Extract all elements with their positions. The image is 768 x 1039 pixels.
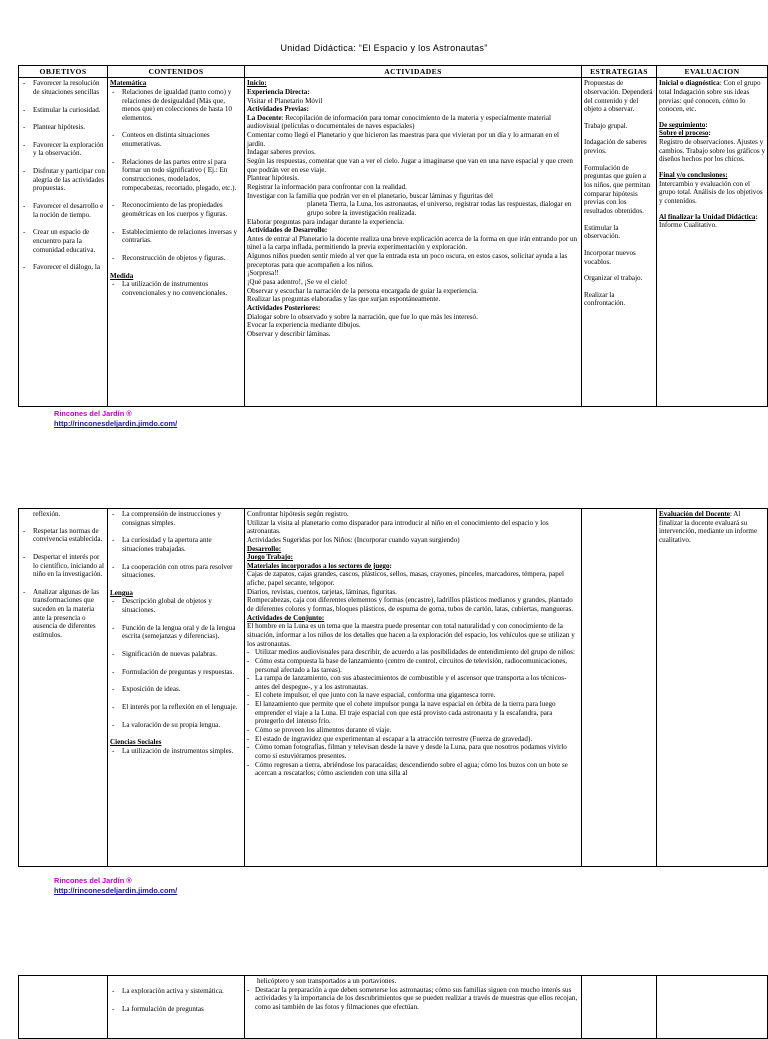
activity-text: Materiales incorporados a los sectores de juego:	[247, 561, 392, 570]
estrategias-cell	[582, 976, 657, 1039]
header-estrategias: ESTRATEGIAS	[582, 66, 657, 78]
contenido-item: - La curiosidad y la apertura ante situaciones trabajadas.	[110, 536, 242, 553]
activity-text: Según las respuestas, comentar que van a ver el cielo. Jugar a imaginarse que van en una nave espacial y que creen que podrán ver en ese viaje.	[247, 157, 573, 174]
contenido-item: - La utilización de instrumentos convencionales y no convencionales.	[110, 280, 242, 297]
activity-list-item: - El estado de ingravidez que experimentan al escapar a la atracción terrestre (Fuerza de gravedad).	[247, 735, 579, 744]
objetivo-item: - Favorecer el desarrollo e la noción de tiempo.	[21, 202, 105, 219]
header-actividades: ACTIVIDADES	[245, 66, 582, 78]
contenido-item: - El interés por la reflexión en el lenguaje.	[110, 703, 242, 712]
plan-table-page-3	[18, 975, 768, 1039]
estrategia-item: Propuestas de observación. Dependerá del contenido y del objeto a observar.	[584, 79, 653, 114]
activity-text: Confrontar hipótesis según registro.	[247, 510, 349, 518]
contenidos-section-title: Lengua	[110, 588, 133, 597]
activity-list-item: - Destacar la preparación a que deben someterse los astronautas; cómo sus familias siguen con mucho interés sus actividades y la importancia de los descubrimientos que se pueden realizar a través de muestras que ellos recojan, como así también de las fotos y filmaciones que efectúan.	[247, 986, 579, 1012]
activity-heading: Inicio:	[247, 79, 267, 88]
evaluacion-item	[659, 510, 765, 545]
activity-heading: Juego Trabajo:	[247, 553, 294, 562]
activity-list-item: - Cómo regresan a tierra, abriéndose los paracaídas; descendiendo sobre el agua; cómo los buzos con un bote se acercan a rescatarlos; cómo ascienden con una silla al	[247, 761, 579, 778]
contenido-item: - La exploración activa y sistemática.	[110, 987, 242, 996]
objetivo-item: - Favorecer la exploración y la observación.	[21, 141, 105, 158]
objetivo-item: - Favorecer la resolución de situaciones sencillas	[21, 79, 105, 96]
contenidos-section-title: Matemática	[110, 79, 147, 88]
activity-text: Algunos niños pueden sentir miedo al ver que la entrada esta un poco oscura, en estos casos, solicitar ayuda a las preceptoras para que acompañen a los niños.	[247, 252, 568, 269]
activity-list-item: - Cómo se proveen los alimentos durante el viaje.	[247, 726, 579, 735]
contenidos-cell	[108, 509, 245, 867]
contenido-item: - Reconocimiento de las propiedades geométricas en los cuerpos y figuras.	[110, 201, 242, 218]
activity-text: Investigar con la familia que podrán ver en el planetario, buscar láminas y figuritas del	[247, 191, 494, 200]
activity-text-part: : Recopilación de información para tomar conocimiento de la materia y especialmente material audiovisual (películas o documentales de naves espaciales)	[247, 113, 551, 131]
evaluacion-item: Al finalizar la Unidad Didáctica: Informe Cualitativo.	[659, 212, 758, 230]
evaluacion-text: Registro de observaciones. Ajustes y cambios. Trabajo sobre los gráficos y diseños hechos por los chicos.	[659, 138, 765, 164]
activity-list-item: - Utilizar medios audiovisuales para describir, de acuerdo a las posibilidades de entendimiento del grupo de niños:	[247, 648, 579, 657]
contenido-item: - Relaciones de las partes entre sí para formar un todo significativo ( Ej.: En construcciones, modelados, rompecabezas, recortado, plegado, etc.).	[110, 158, 242, 193]
estrategia-item: Realizar la confrontación.	[584, 290, 626, 308]
activity-heading: Experiencia Directa:	[247, 87, 310, 96]
footer-site-name: Rincones del Jardín ®	[54, 409, 132, 418]
activity-text: Cajas de zapatos, cajas grandes, cascos, plásticos, sellos, masas, crayones, pinceles, marcadores, témpera, papel afiche, papel secante, telgopor.	[247, 570, 564, 588]
plan-table-page-1	[18, 65, 768, 407]
activity-text: Elaborar preguntas para indagar durante la experiencia.	[247, 217, 404, 226]
actividades-cell	[245, 976, 582, 1039]
actividades-cell	[245, 509, 582, 867]
objetivo-item: - Despertar el interés por lo científico, iniciando al niño en la investigación.	[21, 553, 105, 579]
contenidos-cell	[108, 976, 245, 1039]
activity-heading: Actividades de Desarrollo:	[247, 226, 328, 235]
footer-link[interactable]: http://rinconesdeljardin.jimdo.com/	[54, 886, 178, 896]
activity-text: Diarios, revistas, cuentos, tarjetas, láminas, figuritas.	[247, 587, 397, 596]
header-contenidos: CONTENIDOS	[108, 66, 245, 78]
contenido-item: - La valoración de su propia lengua.	[110, 721, 242, 730]
page-footer	[54, 876, 177, 897]
objetivos-cell	[19, 78, 108, 407]
objetivo-item: - Respetar las normas de convivencia establecida.	[21, 527, 105, 544]
evaluacion-text: Intercambio y evaluación con el grupo total. Análisis de los objetivos y contenidos.	[659, 179, 763, 205]
contenidos-section-title: Medida	[110, 271, 134, 280]
activity-list-item: - El lanzamiento que permite que el cohete impulsor ponga la nave espacial en órbita de la tierra para luego emprender el viaje a la Luna. El traje espacial con que está provisto cada astronauta y la escafandra, para protegerlo del intenso frío.	[247, 700, 579, 726]
activity-text	[247, 114, 579, 131]
estrategia-item: Incorporar nuevos vocablos.	[584, 248, 636, 266]
activity-text: Utilizar la visita al planetario como disparador para introducir al niño en el conocimiento del espacio y los astronautas.	[247, 518, 549, 536]
evaluacion-label: De seguimiento	[659, 120, 706, 129]
estrategia-item: Organizar el trabajo.	[584, 274, 643, 283]
evaluacion-label: Inicial o diagnóstica	[659, 79, 720, 88]
header-objetivos: OBJETIVOS	[19, 66, 108, 78]
activity-list-item: - El cohete impulsor, el que junto con la nave espacial, conforma una gigantesca torre.	[247, 691, 579, 700]
contenido-item: - La utilización de instrumentos simples.	[110, 747, 242, 756]
activity-heading: Actividades Posteriores:	[247, 303, 321, 312]
objetivo-item: reflexión.	[33, 510, 61, 518]
activity-text: Rompecabezas, caja con diferentes elementos y formas (encastre), ladrillos plásticos medianos y grandes, plantado de diferentes colores y formas, bloques plásticos, de espuma de goma, tubos de cartón, latas, cubiertas, mangueras.	[247, 596, 574, 614]
activity-text: ¡Qué pasa adentro!, ¡Se ve el cielo!	[247, 277, 348, 286]
objetivo-item: - Plantear hipótesis.	[21, 123, 105, 132]
objetivos-cell	[19, 976, 108, 1039]
estrategia-item: Trabajo grupal.	[584, 121, 628, 130]
estrategias-cell	[582, 509, 657, 867]
table-row	[19, 78, 768, 407]
evaluacion-item	[659, 171, 765, 206]
estrategia-item: Estimular la observación.	[584, 223, 621, 241]
activity-text: Registrar la información para confrontar con la realidad.	[247, 182, 407, 191]
activity-text: El hombre en la Luna es un tema que la maestra puede presentar con total naturalidad y con conocimiento de la situación, informar a los niños de los detalles que hacen a la exploración del espacio, los vehículos que se utilizan y los astronautas.	[247, 622, 575, 648]
activity-label: La Docente	[247, 113, 282, 122]
activity-text: planeta Tierra, la Luna, los astronautas, el universo, registrar todas las respuestas, dialogar en grupo sobre la investigación realizada.	[307, 200, 572, 217]
contenido-item: - Formulación de preguntas y respuestas.	[110, 668, 242, 677]
header-evaluacion: EVALUACION	[657, 66, 768, 78]
objetivo-item: - Estimular la curiosidad.	[21, 106, 105, 115]
contenido-item: - La cooperación con otros para resolver situaciones.	[110, 563, 242, 580]
evaluacion-label: Evaluación del Docente	[659, 510, 730, 518]
evaluacion-cell	[657, 976, 768, 1039]
objetivo-item: - Crear un espacio de encuentro para la comunidad educativa.	[21, 228, 105, 254]
objetivo-item: - Favorecer el diálogo, la	[21, 263, 105, 272]
evaluacion-text: : Al finalizar la docente evaluará su intervención, mediante un informe cualitativo.	[659, 510, 758, 544]
contenido-item: - Exposición de ideas.	[110, 685, 242, 694]
table-row	[19, 976, 768, 1039]
table-row	[19, 509, 768, 867]
evaluacion-label: Al finalizar la Unidad Didáctica	[659, 212, 756, 221]
activity-text: Indagar saberes previos.	[247, 148, 316, 157]
table-header-row	[19, 66, 768, 78]
activity-list-item: - La rampa de lanzamiento, con sus abastecimientos de combustible y el ascensor que transporta a los técnicos-antes del despegue-, y a los astronautas.	[247, 674, 579, 691]
estrategia-item: Indagación de saberes previos.	[584, 138, 647, 156]
objetivo-item: - Disfrutar y participar con alegría de las actividades propuestas.	[21, 167, 105, 193]
evaluacion-text: : Con el grupo total Indagación sobre sus ideas previas: qué conocen, cómo lo conocen, etc.	[659, 79, 761, 114]
estrategia-item: Formulación de preguntas que guíen a los niños, que permitan comparar hipótesis previas con los resultados obtenidos.	[584, 163, 651, 215]
activity-label: Materiales incorporados a los sectores de juego	[247, 561, 390, 570]
activity-text: Evocar la experiencia mediante dibujos.	[247, 321, 361, 330]
evaluacion-item	[659, 79, 765, 114]
activity-text: ¡Sorpresa!!	[247, 269, 279, 278]
evaluacion-item: De seguimiento: Sobre el proceso: Registro de observaciones. Ajustes y cambios. Trabajo sobre los gráficos y diseños hechos por los chicos.	[659, 120, 765, 164]
page-footer	[54, 409, 177, 430]
actividades-cell	[245, 78, 582, 407]
contenido-item: - Relaciones de igualdad (tanto como) y relaciones de desigualdad (Más que, menos que) en colecciones de hasta 10 elementos.	[110, 88, 242, 123]
activity-text: Antes de entrar al Planetario la docente realiza una breve explicación acerca de la forma en que irán entrando por un túnel a la carpa inflada, permitiendo la previa experimentación y exploración.	[247, 234, 578, 252]
activity-heading: Actividades Previas:	[247, 105, 309, 114]
activity-text: Dialogar sobre lo observado y sobre la narración, que fue lo que más les interesó.	[247, 312, 478, 321]
evaluacion-cell	[657, 78, 768, 407]
activity-heading: Actividades de Conjunto:	[247, 613, 325, 622]
evaluacion-cell	[657, 509, 768, 867]
document-title: Unidad Didáctica: “El Espacio y los Astronautas”	[280, 43, 488, 53]
plan-table-page-2	[18, 508, 768, 867]
activity-text: Actividades Sugeridas por los Niños: (Incorporar cuando vayan surgiendo)	[247, 535, 460, 544]
activity-text: Comentar como llegó el Planetario y que hicieron las maestras para que vivieran por un día y lo armaran en el jardín.	[247, 131, 560, 148]
objetivos-cell	[19, 509, 108, 867]
contenido-item: - Descripción global de objetos y situaciones.	[110, 597, 242, 614]
contenido-item: - La formulación de preguntas	[110, 1005, 242, 1014]
activity-heading: Desarrollo:	[247, 544, 282, 553]
activity-text: Visitar el Planetario Móvil	[247, 96, 323, 105]
evaluacion-label: Final y/o conclusiones:	[659, 171, 728, 180]
footer-site-name: Rincones del Jardín ®	[54, 876, 132, 885]
contenido-item: - La comprensión de instrucciones y consignas simples.	[110, 510, 242, 527]
contenidos-section-title: Ciencias Sociales	[110, 738, 162, 747]
contenido-item: - Establecimiento de relaciones inversas y contrarias.	[110, 228, 242, 245]
contenido-item: - Función de la lengua oral y de la lengua escrita (semejanzas y diferencias).	[110, 624, 242, 641]
activity-text: Observar y describir láminas.	[247, 329, 331, 338]
activity-text: Realizar las preguntas elaboradas y las que surjan espontáneamente.	[247, 295, 441, 304]
estrategias-cell	[582, 78, 657, 407]
contenido-item: - Significación de nuevas palabras.	[110, 650, 242, 659]
activity-text: helicóptero y son transportados a un portaviones.	[257, 977, 397, 985]
activity-text: Plantear hipótesis.	[247, 174, 300, 183]
activity-list-item: - Cómo esta compuesta la base de lanzamiento (centro de control, circuitos de televisión, radiocomunicaciones, personal afectado a las tareas).	[247, 657, 579, 674]
contenido-item: - Reconstrucción de objetos y figuras.	[110, 254, 242, 263]
contenido-item: - Conteos en distinta situaciones enumerativas.	[110, 131, 242, 148]
objetivo-item: - Analizar algunas de las transformaciones que suceden en la materia ante la presencia o ausencia de diferentes estímulos.	[21, 588, 105, 640]
activity-list-item: - Cómo toman fotografías, filman y televisan desde la nave y desde la Luna, para que nosotros podamos vivirlo como si estuviéramos presentes.	[247, 743, 579, 760]
activity-text: Observar y escuchar la narración de la persona encargada de guiar la experiencia.	[247, 286, 478, 295]
evaluacion-label: Sobre el proceso	[659, 129, 709, 138]
contenidos-cell	[108, 78, 245, 407]
footer-link[interactable]: http://rinconesdeljardin.jimdo.com/	[54, 419, 178, 429]
evaluacion-text: Informe Cualitativo.	[659, 221, 717, 230]
